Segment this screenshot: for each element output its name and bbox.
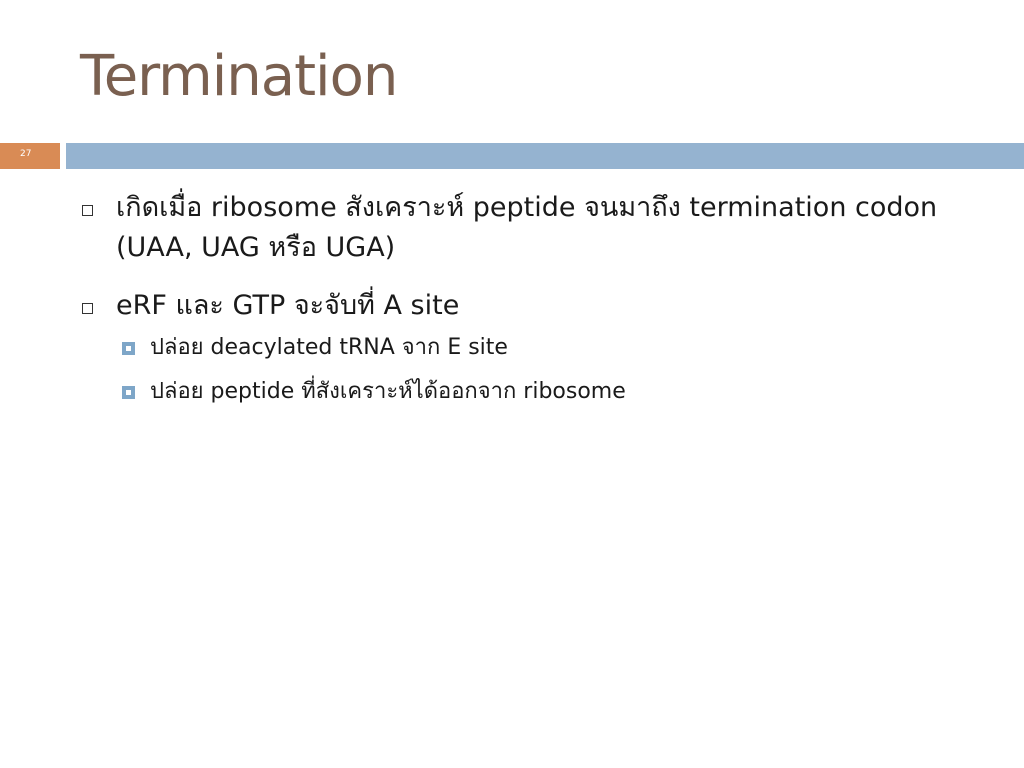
- hollow-square-bullet-icon: [82, 303, 93, 314]
- sub-bullet-item: [80, 326, 980, 370]
- sub-bullet-text: ปล่อย peptide ที่สังเคราะห์ได้ออกจาก ribosome: [150, 379, 626, 404]
- bullet-item: [80, 188, 980, 268]
- slide-number: 27: [20, 149, 32, 159]
- bullet-item: [80, 286, 980, 326]
- title-divider-bar: [66, 143, 1024, 169]
- sub-bullet-item: [80, 370, 980, 414]
- bullet-text: eRF และ GTP จะจับที่ A site: [116, 290, 460, 321]
- square-bullet-icon: [122, 342, 135, 355]
- hollow-square-bullet-icon: [82, 205, 93, 216]
- sub-bullet-text: ปล่อย deacylated tRNA จาก E site: [150, 335, 508, 360]
- square-bullet-icon: [122, 386, 135, 399]
- sub-bullet-list: [80, 326, 980, 414]
- slide-content: [80, 188, 980, 414]
- bullet-text: เกิดเมื่อ ribosome สังเคราะห์ peptide จนมาถึง termination codon (UAA, UAG หรือ UGA): [116, 192, 938, 263]
- slide-title: Termination: [80, 44, 398, 109]
